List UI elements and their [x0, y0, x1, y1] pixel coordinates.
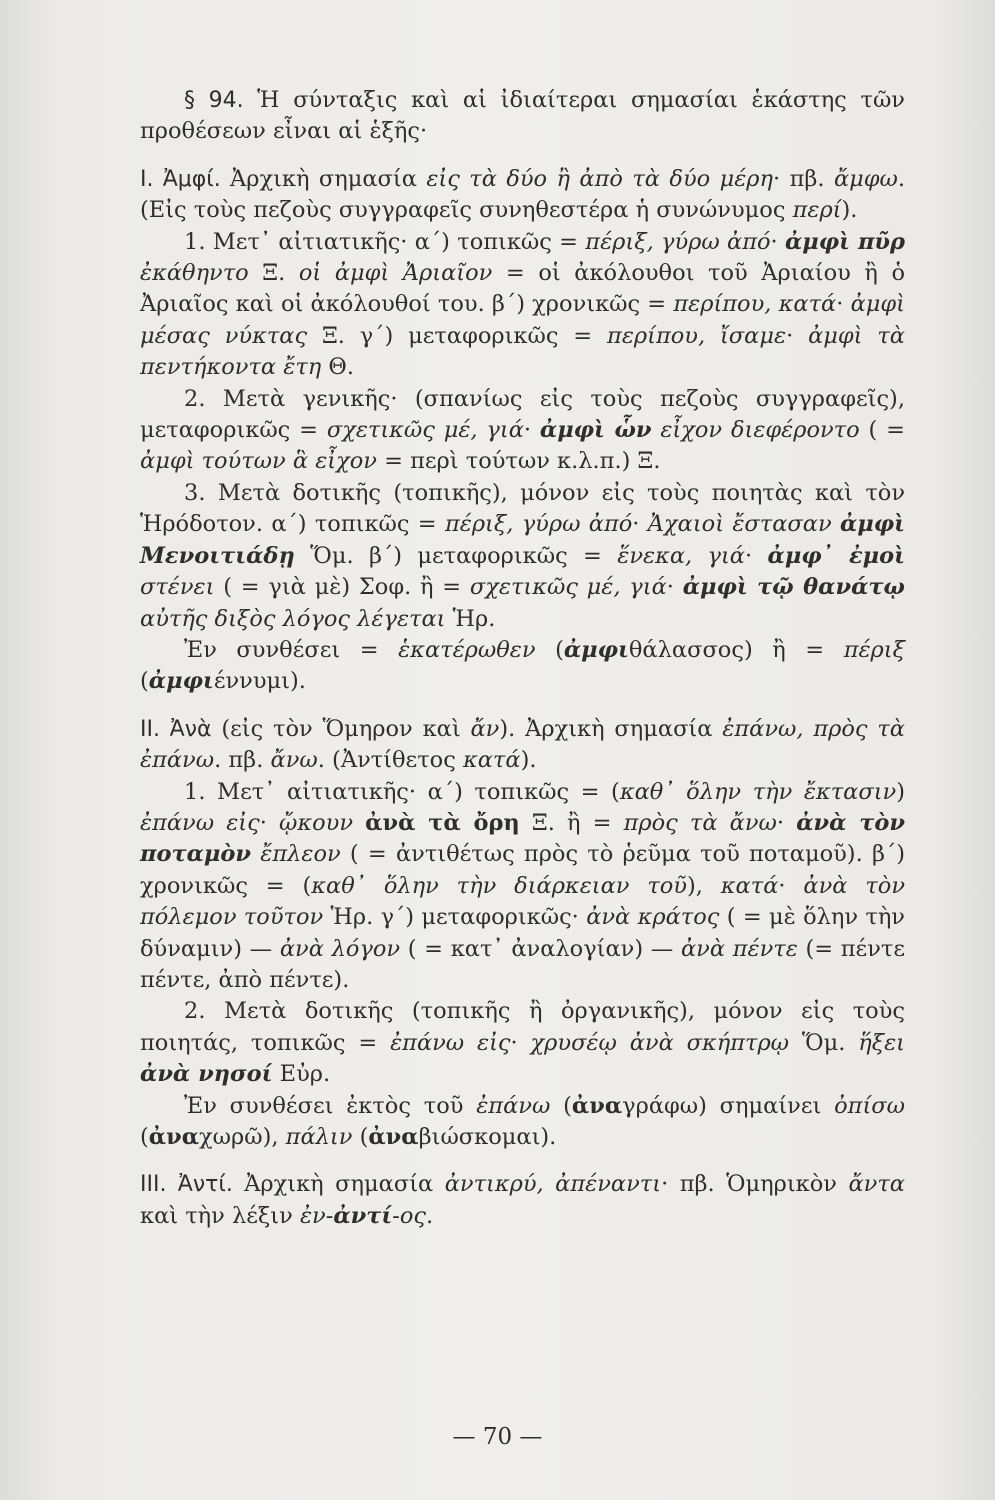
italic-run: εἰς τὰ δύο ἢ ἀπὸ τὰ δύο μέρη: [426, 165, 773, 192]
section-heading: III. Ἀντί.: [140, 1172, 245, 1198]
text-run: ).: [841, 197, 858, 224]
italic-run: ἄν: [470, 715, 500, 742]
text-run: Ὅμ. β´) μεταφορικῶς =: [294, 542, 618, 569]
bold-italic-run: ἀμφι: [563, 636, 629, 663]
text-run: Ἡρ. γ´) μεταφορικῶς·: [323, 904, 587, 931]
italic-run: ἐκάθηντο: [140, 260, 249, 287]
paragraph-94: [140, 85, 905, 148]
bold-italic-run: ἀνὰ τὸν ποταμὸν: [140, 809, 905, 868]
text-run: . πβ.: [214, 747, 271, 774]
italic-run: ἑκατέρωθεν: [398, 636, 536, 663]
bold-italic-run: ἀμφ᾽ ἐμοὶ: [767, 542, 905, 569]
page-number: — 70 —: [452, 1424, 543, 1450]
text-run: (: [550, 1092, 572, 1119]
italic-run: χρυσέῳ ἀνὰ σκήπτρῳ: [530, 1029, 790, 1056]
text-run: Ξ.: [248, 260, 299, 287]
bold-run: ἀνα: [148, 1124, 200, 1150]
bold-italic-run: ἀμφὶ πῦρ: [784, 228, 906, 255]
bold-italic-run: ἀντί: [333, 1202, 393, 1229]
bold-italic-run: ἀμφὶ τῷ θανάτῳ: [682, 574, 905, 601]
italic-run: σχετικῶς μέ, γιά: [469, 574, 667, 601]
paragraph-ana-2: [140, 996, 905, 1090]
italic-run: ἐπάνω, πρὸς τὰ ἐπάνω: [140, 715, 905, 774]
bold-italic-run: ἀμφὶ Μενοιτιάδῃ: [140, 511, 905, 569]
text-run: έννυμι).: [213, 668, 306, 695]
text-run: Ξ. ἢ =: [519, 809, 624, 836]
paragraph-ana-composition: [140, 1091, 905, 1154]
italic-run: πέριξ, γύρω ἀπό: [444, 511, 633, 538]
text-run: [353, 810, 365, 836]
paragraph-amphi-intro: [140, 164, 905, 227]
text-run: (: [140, 668, 149, 695]
text-run: = περὶ τούτων κ.λ.π.) Ξ.: [376, 448, 661, 475]
text-run: ( = κατ᾽ ἀναλογίαν) —: [400, 935, 681, 962]
text-run: ·: [776, 809, 797, 836]
text-run: καὶ τὴν λέξιν: [140, 1202, 300, 1229]
italic-run: ἄνω: [270, 747, 318, 774]
paragraph-amphi-1: [140, 227, 905, 384]
text-run: Ἡρ.: [445, 605, 496, 632]
italic-run: ἄντα: [848, 1171, 905, 1198]
text-run: ). Ἀρχικὴ σημασία: [499, 715, 723, 742]
italic-run: στένει: [140, 574, 215, 601]
text-run: (: [352, 1124, 369, 1150]
italic-run: ᾤκουν: [279, 809, 354, 836]
text-run: [651, 417, 660, 443]
text-run: Ἐν συνθέσει ἐκτὸς τοῦ: [184, 1092, 477, 1119]
text-run: 3. Μετὰ δοτικῆς (τοπικῆς), μόνον εἰς τοὺς ποιητὰς καὶ τὸν Ἡρόδοτον. α´) τοπικῶς =: [140, 479, 905, 538]
paragraph-amphi-2: [140, 384, 905, 478]
italic-run: ἀνὰ κράτος: [586, 904, 720, 931]
bold-run: ἀνα: [571, 1092, 623, 1119]
italic-run: οἱ ἀμφὶ Ἀριαῖον: [298, 260, 493, 287]
text-run: ·: [632, 511, 648, 538]
text-run: = οἱ ἀκόλουθοι τοῦ Ἀριαίου ἢ ὁ Ἀριαῖος καὶ οἱ ἀκόλουθοί του. β´) χρονικῶς =: [140, 260, 905, 318]
italic-run: ἐπάνω: [476, 1092, 551, 1119]
italic-run: ἄμφω: [833, 165, 898, 192]
text-run: (: [535, 636, 564, 663]
paragraph-amphi-composition: [140, 635, 905, 698]
text-run: ·: [836, 291, 851, 318]
italic-run: -ος: [392, 1202, 427, 1229]
italic-run: περί: [792, 197, 842, 224]
text-run: γράφω) σημαίνει: [622, 1092, 835, 1119]
text-run: ·: [786, 322, 809, 349]
italic-run: αὐτῆς διξὸς λόγος λέγεται: [140, 605, 446, 632]
text-run: (= πέντε πέντε, ἀπὸ πέντε).: [140, 935, 905, 993]
text-run: ·: [745, 542, 768, 569]
text-run: . (Ἀντίθετος: [317, 747, 463, 774]
italic-run: εἶχον διεφέροντο: [660, 417, 860, 444]
italic-run: περίπου, ἴσαμε: [607, 322, 787, 349]
text-run: ( =: [859, 417, 905, 444]
italic-run: ἀμφὶ τὰ πεντήκοντα ἔτη: [140, 322, 905, 381]
italic-run: ἐπάνω εἰς: [140, 809, 260, 836]
text-run: ): [896, 778, 905, 805]
text-run: · πβ.: [773, 165, 834, 192]
italic-run: ἀμφὶ τούτων ἃ εἶχον: [140, 448, 377, 475]
italic-run: κατά: [462, 747, 521, 774]
bold-italic-run: ἀμφι: [148, 668, 214, 695]
section-heading: § 94.: [184, 88, 258, 113]
italic-run: σχετικῶς μέ, γιά: [326, 417, 524, 444]
italic-run: ἐπάνω εἰς: [390, 1029, 511, 1056]
text-run: 2. Μετὰ δοτικῆς (τοπικῆς ἢ ὀργανικῆς), μόνον εἰς τοὺς ποιητάς, τοπικῶς =: [140, 998, 905, 1056]
page-text: [140, 85, 905, 1232]
text-run: Ἡ σύνταξις καὶ αἱ ἰδιαίτεραι σημασίαι ἑκάστης τῶν προθέσεων εἶναι αἱ ἑξῆς·: [140, 87, 905, 145]
italic-run: ἔπλεον: [260, 841, 341, 868]
text-run: θάλασσος) ἢ =: [628, 636, 844, 663]
bold-italic-run: ἀνὰ νησοί: [140, 1061, 273, 1088]
italic-run: ἀνὰ πέντε: [680, 935, 798, 962]
paragraph-anti-intro: [140, 1169, 905, 1232]
text-run: [832, 511, 840, 537]
text-run: Ἐν συνθέσει =: [184, 636, 399, 663]
text-run: ·: [666, 574, 683, 601]
paragraph-ana-1: [140, 777, 905, 997]
text-run: Εὐρ.: [272, 1061, 331, 1088]
text-run: ( = γιὰ μὲ) Σοφ. ἢ =: [214, 574, 470, 601]
italic-run: ἀνὰ τὸν πόλεμον τοῦτον: [140, 872, 905, 931]
text-run: · πβ. Ὁμηρικὸν: [661, 1171, 849, 1198]
text-run: ),: [687, 872, 721, 899]
italic-run: καθ᾽ ὅλην τὴν διάρκειαν τοῦ: [311, 872, 687, 899]
italic-run: ἕνεκα, γιά: [617, 542, 745, 569]
text-run: Ξ. γ´) μεταφορικῶς =: [307, 322, 608, 349]
text-run: Ἀρχικὴ σημασία: [230, 165, 427, 192]
italic-run: ἀνὰ λόγον: [279, 935, 401, 962]
italic-run: κατά: [720, 872, 779, 899]
italic-run: καθ᾽ ὅλην τὴν ἔκτασιν: [619, 778, 897, 805]
text-run: 1. Μετ᾽ αἰτιατικῆς· α´) τοπικῶς = (: [184, 778, 620, 805]
paragraph-ana-intro: [140, 714, 905, 777]
text-run: ·: [259, 809, 279, 836]
italic-run: ἀμφὶ μέσας νύκτας: [140, 291, 905, 349]
italic-run: ἐν-: [299, 1202, 334, 1229]
text-run: Θ.: [321, 354, 355, 381]
italic-run: πέριξ, γύρω ἀπό: [585, 228, 771, 255]
section-heading: I. Ἀμφί.: [140, 166, 230, 192]
italic-run: ὀπίσω: [834, 1092, 905, 1119]
text-run: (εἰς τὸν Ὅμηρον καὶ: [211, 715, 471, 742]
text-run: [251, 841, 260, 867]
text-run: Ἀρχικὴ σημασία: [244, 1171, 445, 1198]
section-heading: II. Ἀνὰ: [140, 716, 212, 742]
italic-run: περίπου, κατά: [673, 291, 837, 318]
italic-run: ἀντικρύ, ἀπέναντι: [444, 1171, 662, 1198]
text-run: ( = μὲ ὅλην τὴν δύναμιν) —: [140, 904, 905, 962]
italic-run: ἥξει: [858, 1029, 905, 1056]
text-run: . (Εἰς τοὺς πεζοὺς συγγραφεῖς συνηθεστέρα ἡ συνώνυμος: [140, 165, 906, 224]
italic-run: πέριξ: [843, 636, 905, 663]
text-run: ·: [778, 872, 804, 899]
bold-run: ἀνὰ τὰ ὄρη: [365, 809, 520, 836]
text-run: (: [140, 1124, 149, 1150]
italic-run: πρὸς τὰ ἄνω: [623, 809, 777, 836]
text-run: ).: [520, 747, 537, 774]
text-run: Ὅμ.: [789, 1029, 859, 1056]
text-run: ( = ἀντιθέτως πρὸς τὸ ῥεῦμα τοῦ ποταμοῦ). β´) χρονικῶς = (: [140, 841, 905, 899]
text-run: ·: [523, 417, 540, 444]
italic-run: πάλιν: [285, 1124, 353, 1150]
bold-italic-run: ἀμφὶ ὧν: [539, 417, 652, 444]
text-run: 1. Μετ᾽ αἰτιατικῆς· α´) τοπικῶς =: [184, 228, 586, 255]
text-run: βιώσκομαι).: [418, 1124, 557, 1150]
bold-run: ἀνα: [368, 1124, 419, 1150]
text-run: 2. Μετὰ γενικῆς· (σπανίως εἰς τοὺς πεζοὺς συγγραφεῖς), μεταφορικῶς =: [140, 385, 905, 444]
paragraph-amphi-3: [140, 478, 905, 635]
text-run: χωρῶ),: [199, 1124, 286, 1150]
text-run: ·: [510, 1029, 531, 1056]
text-run: .: [426, 1202, 434, 1229]
italic-run: Ἀχαιοὶ ἔστασαν: [647, 511, 832, 538]
text-run: ·: [770, 228, 785, 255]
